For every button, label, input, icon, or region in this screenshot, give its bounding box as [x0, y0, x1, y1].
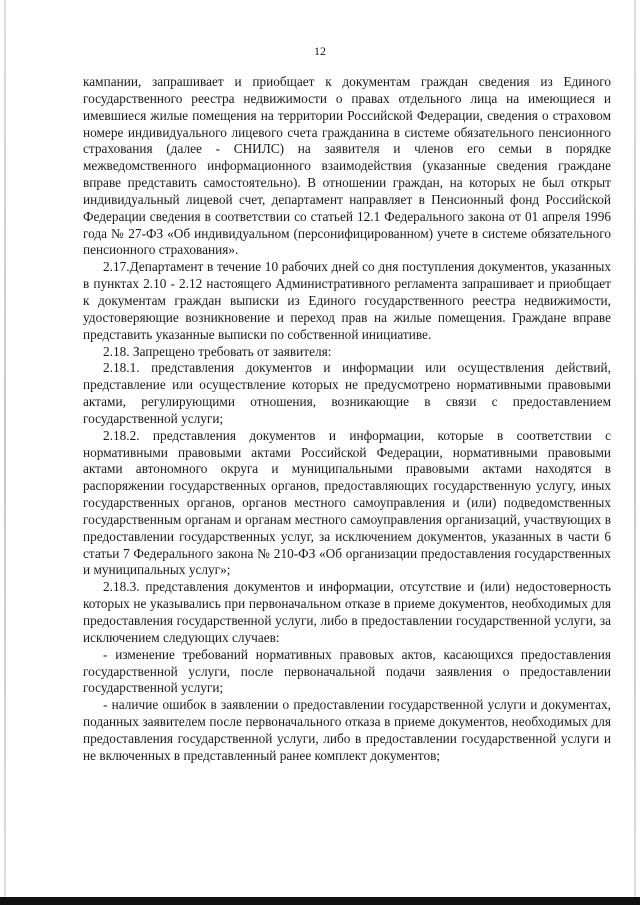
paragraph: 2.18.1. представления документов и информации или осуществления действий, представление или осуществление которых не предусмотрено нормативными правовыми актами, регулирующими отношения, возникающие в связи с предоставлением государственной услуги; — [83, 360, 611, 426]
document-body — [83, 74, 611, 765]
paragraph: 2.18.3. представления документов и информации, отсутствие и (или) недостоверность которых не указывались при первоначальном отказе в приеме документов, необходимых для предоставления государственной услуги, либо в предоставлении государственной услуги, за исключением следующих случаев: — [83, 579, 611, 645]
paragraph: кампании, запрашивает и приобщает к документам граждан сведения из Единого государственного реестра недвижимости о правах отдельного лица на имеющиеся и имевшиеся жилые помещения на территории Российской Федерации, сведения о страховом номере индивидуального лицевого счета гражданина в системе обязательного пенсионного страхования (далее - СНИЛС) на заявителя и членов его семьи в порядке межведомственного информационного взаимодействия (указанные сведения граждане вправе представить самостоятельно). В отношении граждан, на которых не был открыт индивидуальный лицевой счет, департамент направляет в Пенсионный фонд Российской Федерации сведения в соответствии со статьей 12.1 Федерального закона от 01 апреля 1996 года № 27-ФЗ «Об индивидуальном (персонифицированном) учете в системе обязательного пенсионного страхования». — [83, 74, 611, 258]
paragraph: 2.17.Департамент в течение 10 рабочих дней со дня поступления документов, указанных в пунктах 2.10 - 2.12 настоящего Административного регламента запрашивает и приобщает к документам граждан выписки из Единого государственного реестра недвижимости, удостоверяющие возникновение и переход прав на жилые помещения. Граждане вправе представить указанные выписки по собственной инициативе. — [83, 259, 611, 342]
paragraph: - наличие ошибок в заявлении о предоставлении государственной услуги и документах, поданных заявителем после первоначального отказа в приеме документов, необходимых для предоставления государственной услуги, либо в предоставлении государственной услуги и не включенных в представленный ранее комплект документов; — [83, 697, 611, 763]
page-number: 12 — [314, 44, 326, 58]
scan-right-edge — [634, 0, 636, 905]
paragraph: - изменение требований нормативных правовых актов, касающихся предоставления государственной услуги, после первоначальной подачи заявления о предоставлении государственной услуги; — [83, 646, 611, 696]
scan-left-edge — [4, 0, 6, 905]
scan-bottom-border — [0, 897, 640, 905]
paragraph: 2.18.2. представления документов и информации, которые в соответствии с нормативными правовыми актами Российской Федерации, нормативными правовыми актами автономного округа и муниципальными правовыми актами находятся в распоряжении государственных органов, предоставляющих государственную услугу, иных государственных органов, органов местного самоуправления и (или) подведомственных государственным органам и органам местного самоуправления организаций, участвующих в предоставлении государственных услуг, за исключением документов, указанных в части 6 статьи 7 Федерального закона № 210-ФЗ «Об организации предоставления государственных и муниципальных услуг»; — [83, 427, 611, 578]
paragraph: 2.18. Запрещено требовать от заявителя: — [103, 343, 332, 359]
